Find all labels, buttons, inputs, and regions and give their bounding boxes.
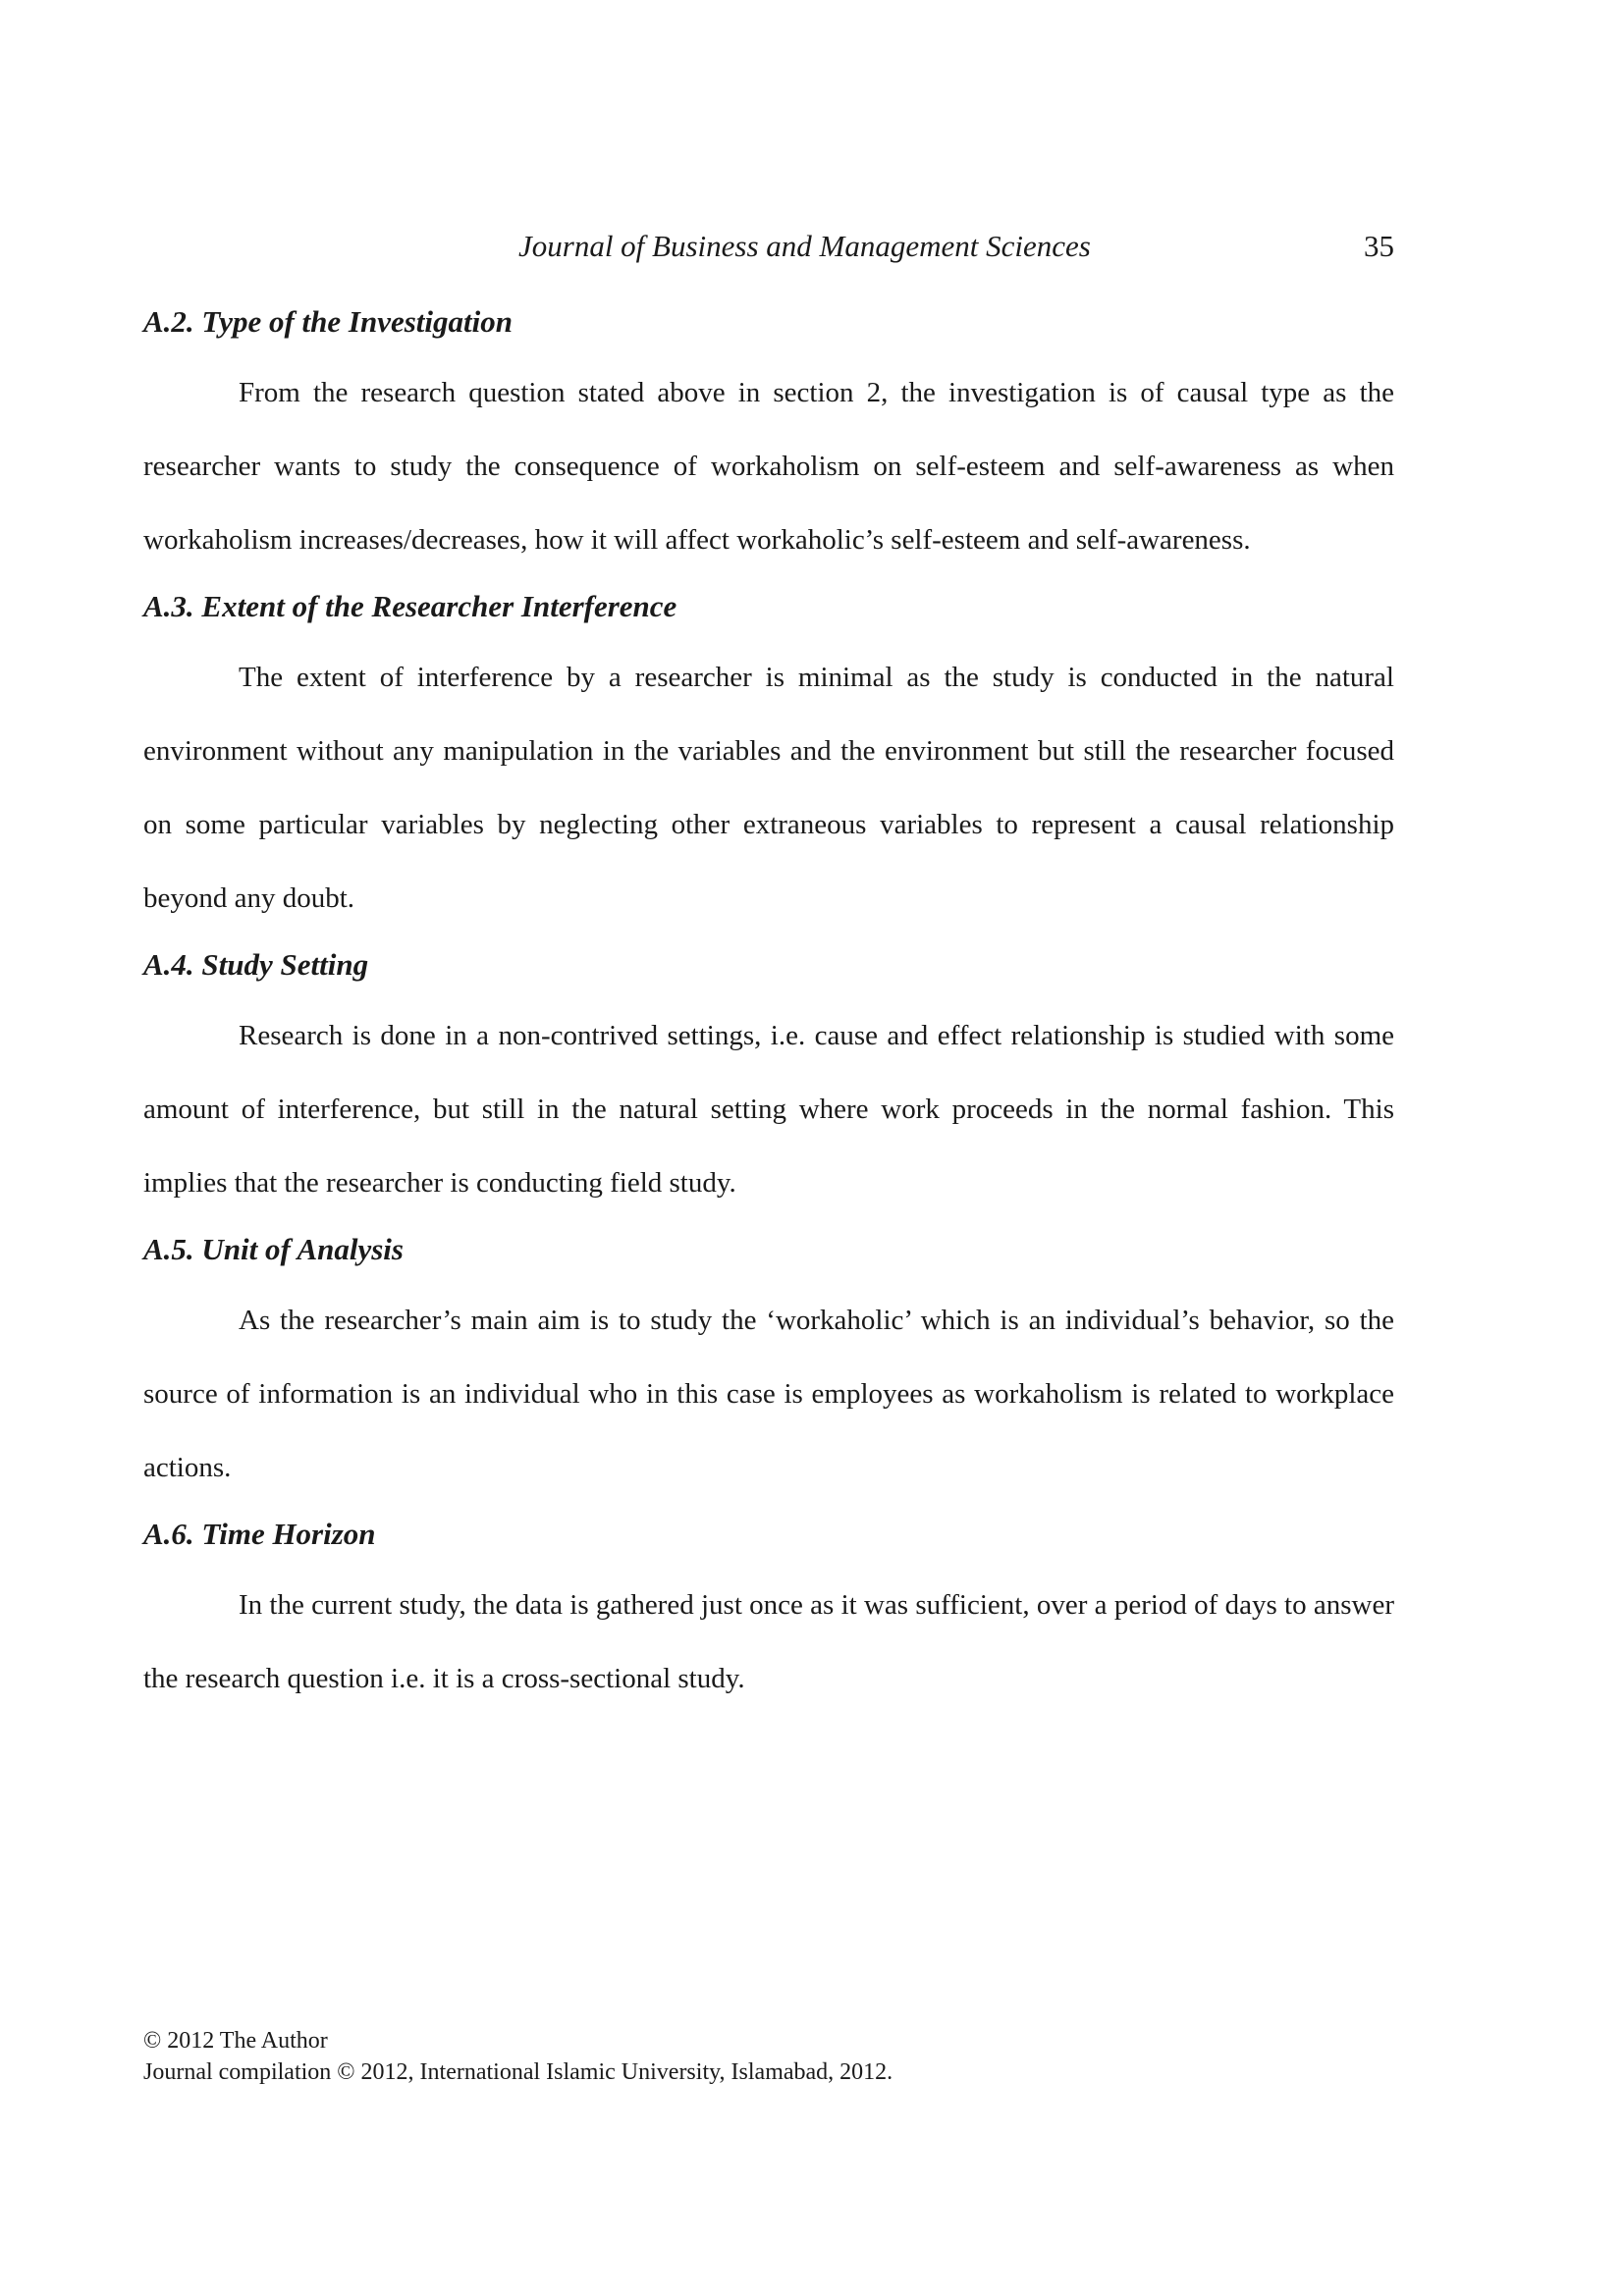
section-time-horizon <box>143 1515 1394 1716</box>
journal-title: Journal of Business and Management Sciences <box>518 229 1091 263</box>
page-number: 35 <box>1364 229 1394 263</box>
section-heading: A.3. Extent of the Researcher Interference <box>143 589 677 623</box>
section-heading: A.5. Unit of Analysis <box>143 1232 404 1266</box>
section-paragraph: From the research question stated above in section 2, the investigation is of causal type as the researcher wants to study the consequence of workaholism on self-esteem and self-awareness as when workaholism increases/decreases, how it will affect workaholic’s self-esteem and self-awareness. <box>143 377 1394 556</box>
section-study-setting <box>143 945 1394 1220</box>
copyright-line: © 2012 The Author <box>143 2028 328 2054</box>
running-header <box>143 229 1394 268</box>
section-heading: A.4. Study Setting <box>143 947 369 982</box>
page-footer <box>143 2025 893 2088</box>
section-unit-of-analysis <box>143 1230 1394 1505</box>
section-researcher-interference <box>143 587 1394 935</box>
journal-compilation-line: Journal compilation © 2012, International Islamic University, Islamabad, 2012. <box>143 2059 893 2085</box>
section-paragraph: In the current study, the data is gathered just once as it was sufficient, over a period of days to answer the research question i.e. it is a cross-sectional study. <box>143 1589 1394 1694</box>
main-content <box>143 302 1394 1726</box>
section-heading: A.6. Time Horizon <box>143 1517 376 1551</box>
section-paragraph: The extent of interference by a researcher is minimal as the study is conducted in the natural environment without any manipulation in the variables and the environment but still the researcher focused on some particular variables by neglecting other extraneous variables to represent a causal relationship beyond any doubt. <box>143 662 1394 914</box>
section-heading: A.2. Type of the Investigation <box>143 304 513 339</box>
section-paragraph: Research is done in a non-contrived settings, i.e. cause and effect relationship is studied with some amount of interference, but still in the natural setting where work proceeds in the normal fashion. This implies that the researcher is conducting field study. <box>143 1020 1394 1199</box>
section-type-of-investigation <box>143 302 1394 577</box>
section-paragraph: As the researcher’s main aim is to study the ‘workaholic’ which is an individual’s behavior, so the source of information is an individual who in this case is employees as workaholism is related to workplace actions. <box>143 1305 1394 1483</box>
